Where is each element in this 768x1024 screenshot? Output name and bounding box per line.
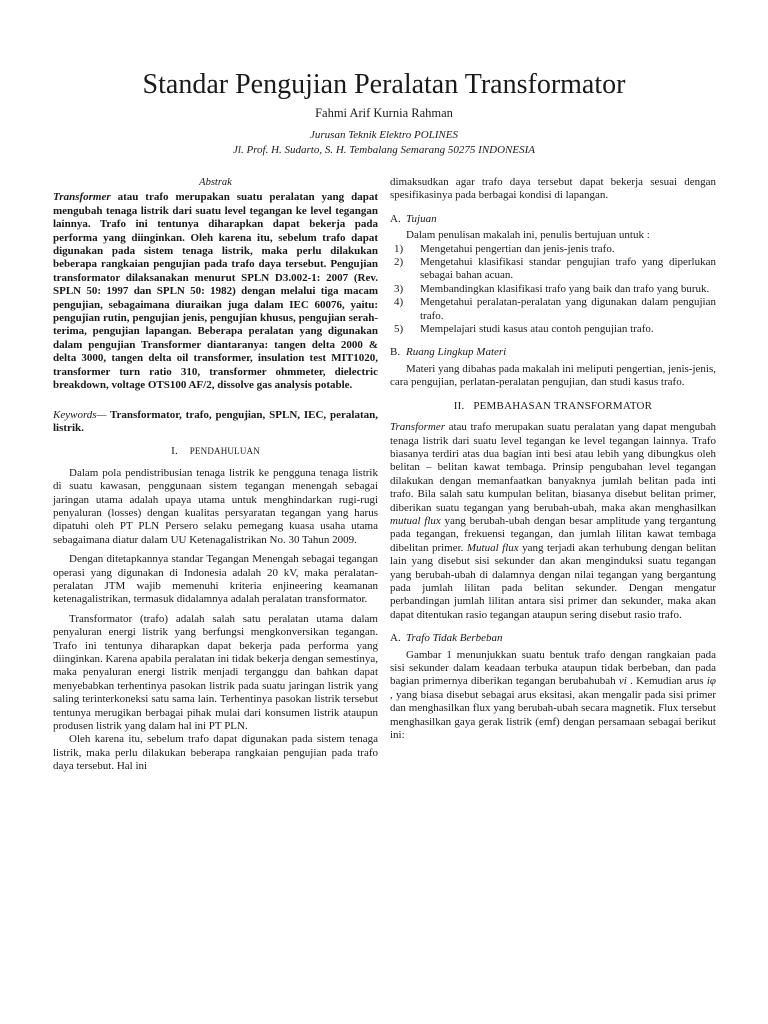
transformer-text-part: atau trafo merupakan suatu peralatan yang dapat mengubah tenaga listrik dari suatu level tegangan ke level tegangan lainnya. Trafo biasanya terdiri atas dua bagian inti besi atau lebih yang dibungkus oleh belitan – belitan kawat tembaga. Prinsip pengubahan level tegangan dilakukan dengan memanfaatkan banyaknya jumlah belitan pada inti trafo. Bila salah satu kumpulan belitan, biasanya disebut belitan primer, diberikan suatu tegangan yang berubah-ubah, maka akan menghasilkan (390, 421, 716, 514)
scope-paragraph: Materi yang dibahas pada makalah ini meliputi pengertian, jenis-jenis, cara pengujian, perlatan-peralatan pengujian, dan studi kasus trafo. (390, 362, 716, 389)
list-item-text: Membandingkan klasifikasi trafo yang baik dan trafo yang buruk. (420, 282, 710, 295)
subsection-heading-ruang-lingkup (390, 346, 716, 359)
paper-title: Standar Pengujian Peralatan Transformator (142, 69, 626, 100)
section-heading-pembahasan (390, 400, 716, 413)
abstract-text: atau trafo merupakan suatu peralatan yang dapat mengubah tenaga listrik dari suatu level tegangan ke level tegangan lainnya. Trafo ini tentunya diharapkan dapat bekerja pada performa yang diinginkan. Oleh karena itu, sebelum trafo dapat digunakan pada sistem tenaga listrik, maka perlu dilakukan beberapa rangkaian pengujian pada trafo daya tersebut. Pengujian transformator dilaksanakan menurut SPLN D3.002-1: 2007 (Rev. SPLN 50: 1997 dan SPLN 50: 1982) dengan melalui tiga macam pengujian, sebagaimana diuraikan juga dalam IEC 60076, yaitu: pengujian rutin, pengujian jenis, pengujian khusus, pengujian serah-terima, pengujian lapangan. Beberapa peralatan yang digunakan dalam pengujian Transformer diantaranya: tangen delta 2000 & delta 3000, tangen delta oil transformer, insulation test MIT1020, transformer turn ratio 310, transformer ohmmeter, dielectric breakdown, voltage OTS100 AF/2, dissolve gas analysis potable. (53, 191, 378, 392)
abstract-heading: Abstrak (199, 177, 232, 188)
list-item-text: Mengetahui pengertian dan jenis-jenis trafo. (420, 242, 615, 255)
list-item-number: 1) (394, 242, 404, 255)
list-item-text: Mengetahui peralatan-peralatan yang digunakan dalam pengujian trafo. (420, 296, 716, 322)
list-item (390, 296, 716, 323)
continuation-paragraph: dimaksudkan agar trafo daya tersebut dapat bekerja sesuai dengan spesifikasinya pada berbagai kondisi di lapangan. (390, 176, 716, 202)
right-column (390, 176, 716, 742)
intro-paragraph: Transformator (trafo) adalah salah satu peralatan utama dalam penyaluran energi listrik yang berfungsi mengkonversikan tegangan. Trafo ini tentunya diharapkan dapat bekerja pada performa yang diinginkan. Karena apabila peralatan ini tidak bekerja dengan semestinya, maka penyaluran energi listrik menjadi terganggu dan bahkan dapat menyebabkan terhentinya pasokan listrik pada suatu jaringan listrik yang saling terinterkoneksi satu sama lain. Terhentinya pasokan listrik tersebut tentunya merugikan berbagai pihak mulai dari konsumen listrik ataupun produsen listrik yang dalam hal ini PT PLN. (53, 612, 378, 733)
subsection-heading-trafo-tidak-berbeban (390, 632, 716, 645)
list-item (390, 283, 716, 296)
objectives-intro: Dalam penulisan makalah ini, penulis bertujuan untuk : (406, 229, 650, 242)
section-title: PENDAHULUAN (189, 446, 260, 457)
subsection-letter: A. (390, 212, 401, 225)
keywords (53, 409, 378, 436)
section-heading-introduction (53, 445, 378, 458)
intro-paragraph: Dengan ditetapkannya standar Tegangan Menengah sebagai tegangan operasi yang digunakan di Indonesia adalah 20 kV, maka peralatan- peralatan JTM wajib memenuhi kriteria enjineering keamanan ketenagalistrikan, termasuk didalamnya adalah peralatan transformator. (53, 553, 378, 606)
intro-paragraph: Dalam pola pendistribusian tenaga listrik ke pengguna tenaga listrik di suatu kawasan, penggunaan sistem tegangan menengah sebagai jaringan utama adalah upaya utama untuk menghindarkan rugi-rugi penyaluran (losses) dengan kualitas persyaratan tegangan yang harus dipatuhi oleh PT PLN Persero selaku pemegang kuasa usaha utama sebagaimana diatur dalam UU Ketenagalistrikan No. 30 Tahun 2009. (53, 466, 378, 546)
transformer-paragraph (390, 421, 716, 622)
list-item-number: 4) (394, 296, 404, 309)
keywords-text: Transformator, trafo, pengujian, SPLN, IEC, peralatan, listrik. (53, 408, 378, 434)
list-item (390, 323, 716, 336)
current-symbol: iφ (706, 675, 716, 688)
list-item-text: Mempelajari studi kasus atau contoh pengujian trafo. (420, 323, 654, 336)
abstract-body (53, 191, 378, 392)
section-number: II. (453, 399, 465, 412)
voltage-symbol: vi (618, 675, 627, 688)
subsection-title: Trafo Tidak Berbeban (406, 632, 503, 645)
mutual-flux-term: Mutual flux (466, 541, 519, 554)
no-load-text-part: Gambar 1 menunjukkan suatu bentuk trafo dengan rangkaian pada sisi sekunder dalam keadaan terbuka ataupun tidak berbeban, dan pada bagian primernya diberikan tegangan berubahubah (390, 648, 716, 688)
subsection-heading-tujuan (390, 213, 716, 226)
left-column (53, 176, 378, 774)
list-item-number: 2) (394, 256, 404, 269)
list-item (390, 256, 716, 283)
list-item (390, 243, 716, 256)
transformer-text-part: yang berubah-ubah dengan besar amplitude yang tergantung pada tegangan, frekuensi tegangan, dan jumlah lilitan kawat tembaga dibelitan primer. (390, 514, 716, 554)
abstract-lead-word: Transformer (53, 191, 111, 204)
transformer-text-part: yang terjadi akan terhubung dengan belitan lain yang disebut sisi sekunder dan akan menginduksi suatu tegangan yang berubah-ubah di dalamnya dengan nilai tegangan yang bergantung pada jumlah lilitan pada belitan sekunder. Dengan mengatur perbandingan jumlah lilitan antara sisi primer dan sekunder, maka akan dapat ditentukan rasio tegangan ataupun sering disebut rasio trafo. (390, 541, 716, 621)
list-item-text: Mengetahui klasifikasi standar pengujian trafo yang diperlukan sebagai bahan acuan. (420, 256, 716, 282)
affiliation-line-1: Jurusan Teknik Elektro POLINES (310, 129, 458, 141)
no-load-paragraph (390, 649, 716, 743)
intro-paragraph: Oleh karena itu, sebelum trafo dapat digunakan pada sistem tenaga listrik, maka perlu dilakukan beberapa rangkaian pengujian pada trafo daya tersebut. Hal ini (53, 733, 378, 773)
mutual-flux-term: mutual flux (390, 514, 441, 527)
subsection-letter: A. (390, 632, 401, 645)
section-number: I. (171, 445, 178, 458)
objectives-list (390, 243, 716, 337)
no-load-text-part: . Kemudian arus (626, 675, 707, 688)
keywords-label: Keywords— (53, 408, 107, 421)
list-item-number: 5) (394, 323, 404, 336)
subsection-title: Tujuan (406, 212, 437, 225)
list-item-number: 3) (394, 282, 404, 295)
no-load-text-part: , yang biasa disebut sebagai arus eksitasi, akan mengalir pada sisi primer dan menghasilkan flux yang berubah-ubah secara magnetik. Flux tersebut menghasilkan gaya gerak listrik (emf) dengan persamaan sebagai berikut ini: (390, 688, 716, 742)
affiliation-line-2: Jl. Prof. H. Sudarto, S. H. Tembalang Semarang 50275 INDONESIA (233, 144, 535, 156)
section-title: PEMBAHASAN TRANSFORMATOR (473, 399, 653, 412)
author-name: Fahmi Arif Kurnia Rahman (315, 106, 453, 120)
subsection-title: Ruang Lingkup Materi (406, 346, 507, 359)
subsection-letter: B. (390, 346, 401, 359)
transformer-lead-word: Transformer (390, 421, 446, 434)
